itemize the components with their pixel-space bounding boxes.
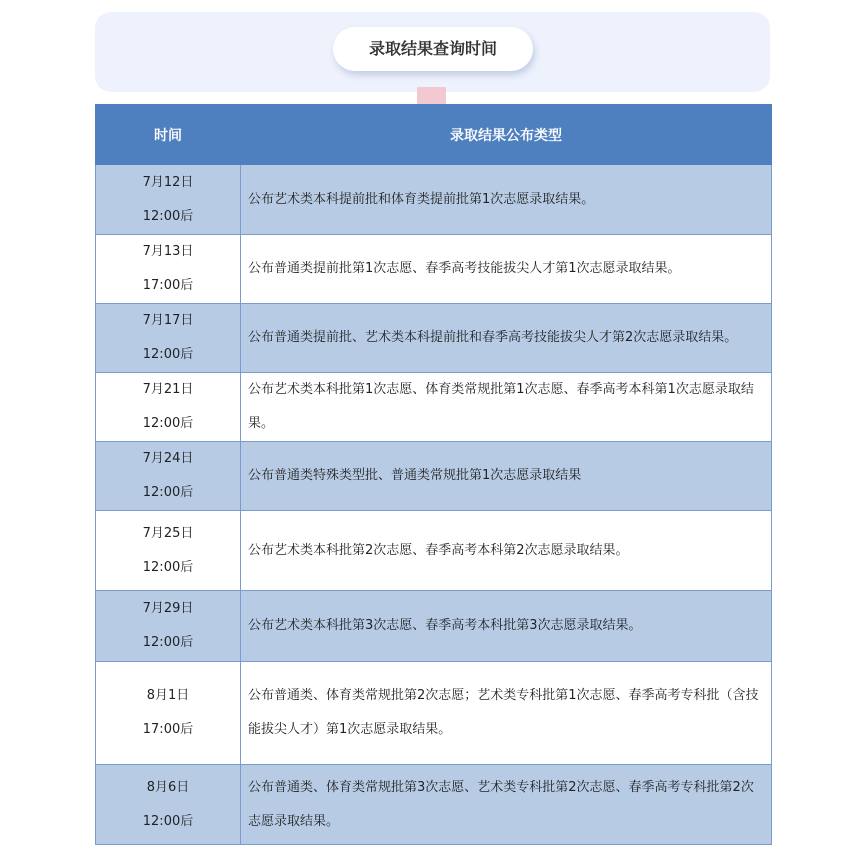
table-row xyxy=(96,373,772,442)
row-desc: 公布艺术类本科批第2次志愿、春季高考本科第2次志愿录取结果。 xyxy=(241,511,772,591)
row-desc: 公布普通类特殊类型批、普通类常规批第1次志愿录取结果 xyxy=(241,442,772,511)
table-row xyxy=(96,765,772,845)
page-title: 录取结果查询时间 xyxy=(333,27,533,71)
row-date: 8月1日 xyxy=(146,688,190,703)
row-desc: 公布艺术类本科批第1次志愿、体育类常规批第1次志愿、春季高考本科第1次志愿录取结果。 xyxy=(241,373,772,442)
row-date: 8月6日 xyxy=(146,779,190,795)
row-time: 12:00后 xyxy=(142,347,194,362)
time-cell xyxy=(96,304,241,373)
row-desc: 公布艺术类本科提前批和体育类提前批第1次志愿录取结果。 xyxy=(241,165,772,235)
table-row xyxy=(96,304,772,373)
table-row xyxy=(96,662,772,765)
row-date: 7月21日 xyxy=(142,382,194,397)
row-desc: 公布普通类、体育类常规批第3次志愿、艺术类专科批第2次志愿、春季高考专科批第2次志愿录取结果。 xyxy=(241,765,772,845)
table-row xyxy=(96,511,772,591)
table-row xyxy=(96,165,772,235)
row-date: 7月25日 xyxy=(142,525,194,541)
time-cell xyxy=(96,591,241,662)
table-header-row xyxy=(96,105,772,165)
row-date: 7月13日 xyxy=(142,244,194,259)
time-cell xyxy=(96,511,241,591)
table-row xyxy=(96,591,772,662)
row-time: 12:00后 xyxy=(142,208,194,224)
row-desc: 公布普通类、体育类常规批第2次志愿；艺术类专科批第1次志愿、春季高考专科批（含技能拔尖人才）第1次志愿录取结果。 xyxy=(241,662,772,765)
row-time: 12:00后 xyxy=(142,416,194,431)
row-date: 7月29日 xyxy=(142,601,194,616)
row-time: 12:00后 xyxy=(142,635,194,650)
title-card xyxy=(95,12,770,92)
header-type: 录取结果公布类型 xyxy=(241,105,772,165)
results-table-wrap xyxy=(95,104,771,845)
row-time: 12:00后 xyxy=(142,485,194,500)
row-date: 7月24日 xyxy=(142,451,194,466)
time-cell xyxy=(96,442,241,511)
time-cell xyxy=(96,373,241,442)
row-desc: 公布普通类提前批第1次志愿、春季高考技能拔尖人才第1次志愿录取结果。 xyxy=(241,235,772,304)
row-desc: 公布艺术类本科批第3次志愿、春季高考本科批第3次志愿录取结果。 xyxy=(241,591,772,662)
row-time: 17:00后 xyxy=(142,278,194,293)
row-time: 12:00后 xyxy=(142,813,194,829)
row-desc: 公布普通类提前批、艺术类本科提前批和春季高考技能拔尖人才第2次志愿录取结果。 xyxy=(241,304,772,373)
time-cell xyxy=(96,165,241,235)
results-table xyxy=(95,104,772,845)
row-date: 7月12日 xyxy=(142,174,194,190)
title-connector xyxy=(417,87,446,104)
row-date: 7月17日 xyxy=(142,313,194,328)
table-row xyxy=(96,442,772,511)
time-cell xyxy=(96,662,241,765)
time-cell xyxy=(96,235,241,304)
time-cell xyxy=(96,765,241,845)
row-time: 12:00后 xyxy=(142,559,194,575)
table-row xyxy=(96,235,772,304)
header-time: 时间 xyxy=(96,105,241,165)
row-time: 17:00后 xyxy=(142,722,194,737)
